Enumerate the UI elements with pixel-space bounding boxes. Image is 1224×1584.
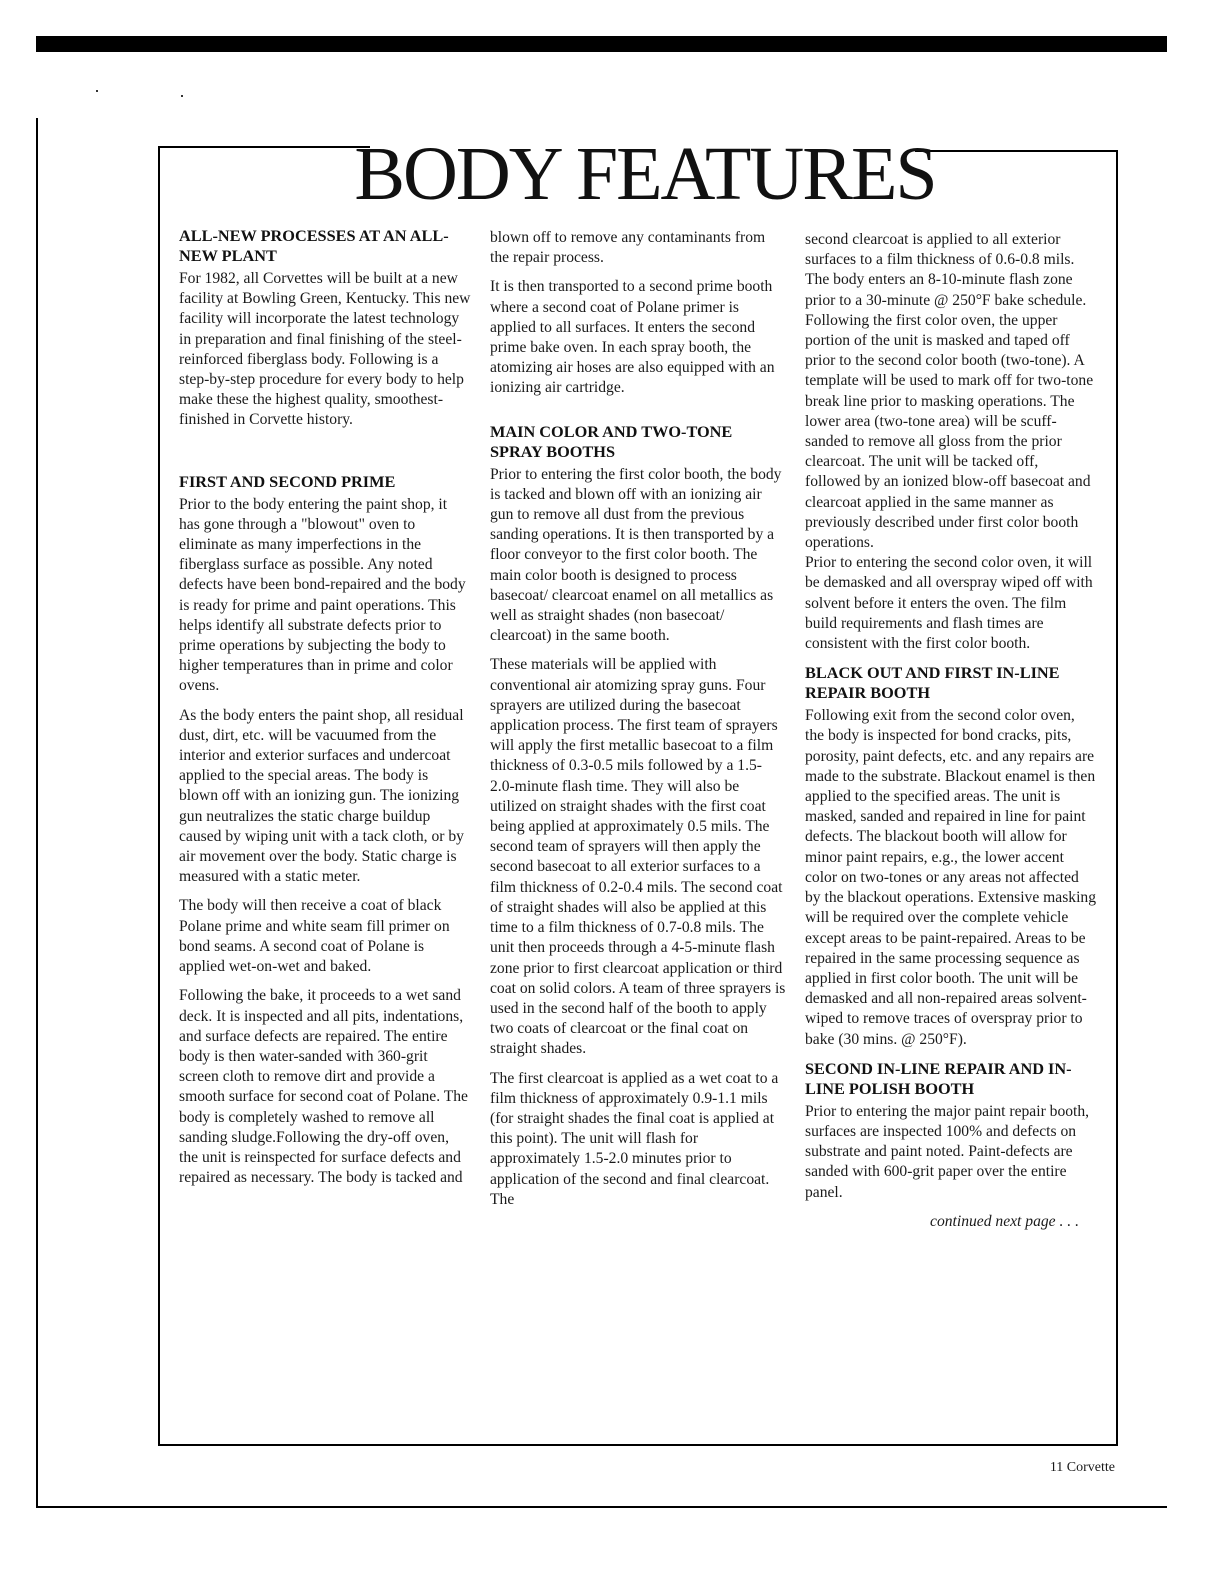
paragraph: As the body enters the paint shop, all residual dust, dirt, etc. will be vacuumed from the interior and exterior surfaces and undercoat applied to the special areas. The body is blown off with an ionizing gun. The ionizing gun neutralizes the static charge buildup caused by wiping unit with a tack cloth, or by air movement over the body. Static charge is measured with a static meter. — [179, 706, 464, 886]
page-title: BODY FEATURES — [354, 132, 936, 216]
frame-top-left — [158, 146, 370, 148]
paragraph: The first clearcoat is applied as a wet coat to a film thickness of approximately 0.9-1.1 mils (for straight shades the final coat is applied at this point). The unit will flash for approximately 1.5-2.0 minutes prior to application of the second and final clearcoat. The — [490, 1069, 779, 1208]
frame-left — [158, 146, 160, 1446]
top-border-bar — [36, 36, 1167, 52]
scan-speck — [96, 90, 98, 92]
paragraph: The body will then receive a coat of black Polane prime and white seam fill primer on bond seams. A second coat of Polane is applied wet-on-wet and baked. — [179, 897, 450, 976]
article-column-3 — [805, 230, 1097, 1241]
paragraph: Prior to the body entering the paint shop, it has gone through a "blowout" oven to eliminate as many imperfections in the fiberglass surface as possible. Any noted defects have been bond-repaired and the body is ready for prime and paint operations. This helps identify all substrate defects prior to prime operations by subjecting the body to higher temperatures than in prime and color ovens. — [179, 495, 466, 695]
article-column-2 — [490, 228, 786, 1219]
section-heading: BLACK OUT AND FIRST IN-LINE REPAIR BOOTH — [805, 663, 1060, 703]
paragraph: These materials will be applied with conventional air atomizing spray guns. Four sprayers are utilized during the basecoat application process. The first team of sprayers will apply the first metallic basecoat to a film thickness of 0.3-0.5 mils followed by a 1.5-2.0-minute flash time. They will also be utilized on straight shades with the first coat being applied at approximately 0.5 mils. The second team of sprayers will then apply the second basecoat to all exterior surfaces to a film thickness of 0.2-0.4 mils. The second coat of straight shades will also be applied at this time to a film thickness of 0.7-0.8 mils. The unit then proceeds through a 4-5-minute flash zone prior to first clearcoat application or third coat on solid colors. A team of three sprayers is used in the second half of the booth to apply two coats of clearcoat or the final coat on straight shades. — [490, 656, 786, 1058]
frame-top-right — [915, 150, 1118, 152]
page-folio: 11 Corvette — [1049, 1460, 1115, 1475]
frame-right — [1116, 150, 1118, 1446]
article-column-1 — [179, 226, 471, 1197]
scan-speck — [181, 95, 183, 97]
paragraph: For 1982, all Corvettes will be built at a new facility at Bowling Green, Kentucky. This new facility will incorporate the latest technology in preparation and final finishing of the steel-reinforced fiberglass body. Following is a step-by-step procedure for every body to help make these the highest quality, smoothest-finished in Corvette history. — [179, 270, 471, 429]
section-heading: SECOND IN-LINE REPAIR AND IN-LINE POLISH BOOTH — [805, 1058, 1072, 1098]
left-margin-rule — [36, 118, 38, 1508]
bottom-margin-rule — [36, 1506, 1167, 1508]
paragraph: It is then transported to a second prime booth where a second coat of Polane primer is applied to all surfaces. It enters the second prime bake oven. In each spray booth, the atomizing air hoses are also equipped with an ionizing air cartridge. — [490, 278, 775, 397]
paragraph: Prior to entering the first color booth, the body is tacked and blown off with an ionizing air gun to remove all dust from the previous sanding operations. It is then transported by a floor conveyor to the first color booth. The main color booth is designed to process basecoat/ clearcoat enamel on all metallics as well as straight shades (non basecoat/ clearcoat) in the same booth. — [490, 465, 782, 645]
paragraph: second clearcoat is applied to all exterior surfaces to a film thickness of 0.6-0.8 mils. The body enters an 8-10-minute flash zone prior to a 30-minute @ 250°F bake schedule. Following the first color oven, the upper portion of the unit is masked and taped off prior to the second color booth (two-tone). A template will be used to mark off for two-tone break line prior to masking operations. The lower area (two-tone area) will be scuff-sanded to remove all gloss from the prior clearcoat. The unit will be tacked off, followed by an ionized blow-off basecoat and clearcoat applied in the same manner as previously described under first color booth operations. — [805, 231, 1094, 552]
paragraph: Following exit from the second color oven, the body is inspected for bond cracks, pits, porosity, paint defects, etc. and any repairs are made to the substrate. Blackout enamel is then applied to the specified areas. The unit is masked, sanded and repaired in line for paint defects. The blackout booth will allow for minor paint repairs, e.g., the lower accent color on two-tones or any areas not affected by the blackout operations. Extensive masking will be required over the complete vehicle except areas to be paint-repaired. Areas to be repaired in the same processing sequence as applied in first color booth. The unit will be demasked and all non-repaired areas solvent-wiped to remove traces of overspray prior to bake (30 mins. @ 250°F). — [805, 707, 1097, 1048]
section-heading: MAIN COLOR AND TWO-TONE SPRAY BOOTHS — [490, 421, 733, 461]
paragraph: Following the bake, it proceeds to a wet sand deck. It is inspected and all pits, indentations, and surface defects are repaired. The entire body is then water-sanded with 360-grit screen cloth to remove dirt and provide a smooth surface for second coat of Polane. The body is completely washed to remove all sanding sludge.Following the dry-off oven, the unit is reinspected for surface defects and repaired as necessary. The body is tacked and — [179, 987, 468, 1187]
section-heading: FIRST AND SECOND PRIME — [179, 471, 396, 491]
paragraph: blown off to remove any contaminants from the repair process. — [490, 229, 766, 267]
paragraph: Prior to entering the second color oven, it will be demasked and all overspray wiped off with solvent before it enters the oven. The film build requirements and flash times are consistent with the first color booth. — [805, 554, 1093, 653]
continued-next-page: continued next page . . . — [930, 1212, 1079, 1230]
paragraph: Prior to entering the major paint repair booth, surfaces are inspected 100% and defects on substrate and paint noted. Paint-defects are sanded with 600-grit paper over the entire panel. — [805, 1102, 1090, 1201]
frame-bottom — [158, 1444, 1118, 1446]
section-heading: ALL-NEW PROCESSES AT AN ALL-NEW PLANT — [179, 226, 449, 265]
